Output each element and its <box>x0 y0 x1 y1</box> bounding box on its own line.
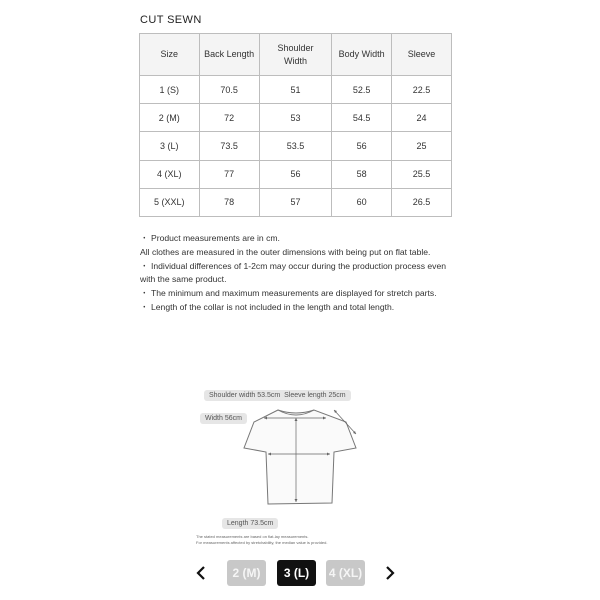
column-header-size: Size <box>140 34 200 76</box>
size-pager <box>186 560 416 586</box>
size-button-3l[interactable]: 3 (L) <box>277 560 316 586</box>
table-header-row <box>140 34 452 76</box>
table-cell: 73.5 <box>199 132 259 160</box>
table-row <box>140 104 452 132</box>
note-text: All clothes are measured in the outer dimensions with being put on flat table. <box>140 246 431 257</box>
table-cell: 53.5 <box>259 132 332 160</box>
column-header-body-width: Body Width <box>332 34 392 76</box>
table-cell: 72 <box>199 104 259 132</box>
table-row <box>140 76 452 104</box>
next-button[interactable] <box>379 560 403 586</box>
table-cell: 52.5 <box>332 76 392 104</box>
table-cell: 24 <box>391 104 451 132</box>
table-cell: 2 (M) <box>140 104 200 132</box>
column-header-shoulder-width: Shoulder Width <box>259 34 332 76</box>
sleeve-length-label: Sleeve length 25cm <box>284 392 346 399</box>
table-row <box>140 132 452 160</box>
size-button-4xl[interactable]: 4 (XL) <box>326 560 365 586</box>
note-text: ・ Product measurements are in cm. <box>140 233 280 243</box>
table-row <box>140 160 452 188</box>
table-cell: 78 <box>199 188 259 216</box>
table-cell: 53 <box>259 104 332 132</box>
measurement-diagram <box>196 388 376 548</box>
table-cell: 5 (XXL) <box>140 188 200 216</box>
width-label: Width 56cm <box>200 413 247 424</box>
measurement-notes <box>140 232 450 315</box>
note-text: ・ The minimum and maximum measurements are displayed for stretch parts. <box>140 288 437 299</box>
table-cell: 77 <box>199 160 259 188</box>
table-cell: 3 (L) <box>140 132 200 160</box>
length-label: Length 73.5cm <box>222 518 278 529</box>
table-cell: 57 <box>259 188 332 216</box>
table-cell: 22.5 <box>391 76 451 104</box>
fine-print: The stated measurements are based on flat-lay measurements. <box>196 534 309 539</box>
table-cell: 60 <box>332 188 392 216</box>
fine-print: For measurements affected by stretchability, the median value is provided. <box>196 540 328 545</box>
prev-button[interactable] <box>188 560 212 586</box>
column-header-sleeve: Sleeve <box>391 34 451 76</box>
table-cell: 26.5 <box>391 188 451 216</box>
table-cell: 1 (S) <box>140 76 200 104</box>
table-cell: 70.5 <box>199 76 259 104</box>
chevron-left-icon <box>188 560 212 586</box>
size-button-2m[interactable]: 2 (M) <box>227 560 266 586</box>
table-cell: 25 <box>391 132 451 160</box>
table-cell: 25.5 <box>391 160 451 188</box>
note-text: ・ Individual differences of 1-2cm may occur during the production process even with the same product. <box>140 260 447 285</box>
table-cell: 58 <box>332 160 392 188</box>
column-header-back-length: Back Length <box>199 34 259 76</box>
table-cell: 56 <box>332 132 392 160</box>
page-title: CUT SEWN <box>140 14 202 26</box>
shoulder-width-label: Shoulder width 53.5cm <box>209 392 281 399</box>
table-cell: 51 <box>259 76 332 104</box>
table-row <box>140 188 452 216</box>
note-text: ・ Length of the collar is not included in the length and total length. <box>140 301 395 312</box>
chevron-right-icon <box>379 560 403 586</box>
size-table <box>139 33 452 217</box>
table-cell: 4 (XL) <box>140 160 200 188</box>
table-cell: 56 <box>259 160 332 188</box>
table-cell: 54.5 <box>332 104 392 132</box>
